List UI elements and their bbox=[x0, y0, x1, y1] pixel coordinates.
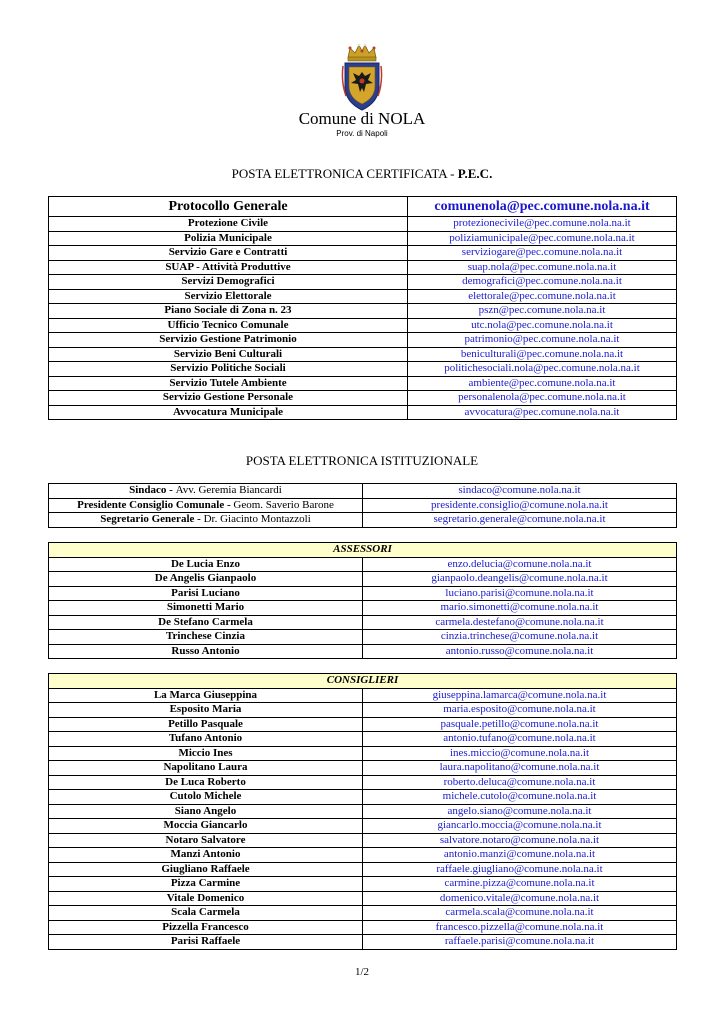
pec-row bbox=[49, 318, 677, 333]
consigliere-email-link[interactable]: michele.cutolo@comune.nola.na.it bbox=[363, 790, 677, 805]
consigliere-name: Petillo Pasquale bbox=[49, 717, 363, 732]
pec-row bbox=[49, 246, 677, 261]
assessori-header: ASSESSORI bbox=[49, 543, 677, 558]
consigliere-name: Scala Carmela bbox=[49, 906, 363, 921]
consigliere-email-link[interactable]: roberto.deluca@comune.nola.na.it bbox=[363, 775, 677, 790]
pec-row bbox=[49, 362, 677, 377]
consigliere-name: La Marca Giuseppina bbox=[49, 688, 363, 703]
official-separator: - bbox=[166, 484, 176, 496]
pec-office-label: Servizio Gestione Patrimonio bbox=[49, 333, 408, 348]
consigliere-email-link[interactable]: antonio.manzi@comune.nola.na.it bbox=[363, 848, 677, 863]
consigliere-email-link[interactable]: giuseppina.lamarca@comune.nola.na.it bbox=[363, 688, 677, 703]
assessori-table bbox=[48, 542, 677, 659]
consigliere-row bbox=[49, 920, 677, 935]
official-separator: - bbox=[224, 498, 234, 511]
consigliere-row bbox=[49, 703, 677, 718]
consigliere-row bbox=[49, 746, 677, 761]
consigliere-email-link[interactable]: maria.esposito@comune.nola.na.it bbox=[363, 703, 677, 718]
consigliere-name: Notaro Salvatore bbox=[49, 833, 363, 848]
coat-of-arms-icon bbox=[340, 42, 384, 112]
pec-table bbox=[48, 196, 677, 420]
pec-email-link[interactable]: pszn@pec.comune.nola.na.it bbox=[408, 304, 677, 319]
consigliere-name: De Luca Roberto bbox=[49, 775, 363, 790]
consigliere-row bbox=[49, 906, 677, 921]
official-email-link[interactable]: sindaco@comune.nola.na.it bbox=[363, 484, 677, 499]
official-email-link[interactable]: segretario.generale@comune.nola.na.it bbox=[363, 513, 677, 528]
consigliere-email-link[interactable]: domenico.vitale@comune.nola.na.it bbox=[363, 891, 677, 906]
pec-email-link[interactable]: elettorale@pec.comune.nola.na.it bbox=[408, 289, 677, 304]
consigliere-name: Siano Angelo bbox=[49, 804, 363, 819]
consigliere-name: Moccia Giancarlo bbox=[49, 819, 363, 834]
pec-email-link[interactable]: suap.nola@pec.comune.nola.na.it bbox=[408, 260, 677, 275]
consigliere-email-link[interactable]: pasquale.petillo@comune.nola.na.it bbox=[363, 717, 677, 732]
official-cell bbox=[49, 484, 363, 499]
assessore-name: De Angelis Gianpaolo bbox=[49, 572, 363, 587]
consigliere-name: Miccio Ines bbox=[49, 746, 363, 761]
assessore-email-link[interactable]: gianpaolo.deangelis@comune.nola.na.it bbox=[363, 572, 677, 587]
consiglieri-table bbox=[48, 673, 677, 950]
consigliere-row bbox=[49, 833, 677, 848]
assessore-row bbox=[49, 644, 677, 659]
pec-email-link[interactable]: serviziogare@pec.comune.nola.na.it bbox=[408, 246, 677, 261]
assessore-name: De Lucia Enzo bbox=[49, 557, 363, 572]
pec-email-link[interactable]: ambiente@pec.comune.nola.na.it bbox=[408, 376, 677, 391]
consigliere-row bbox=[49, 877, 677, 892]
official-row bbox=[49, 484, 677, 499]
officials-table bbox=[48, 483, 677, 528]
official-role: Sindaco bbox=[129, 484, 167, 496]
consigliere-name: Cutolo Michele bbox=[49, 790, 363, 805]
official-name: Avv. Geremia Biancardi bbox=[175, 484, 282, 496]
consigliere-row bbox=[49, 775, 677, 790]
page-number: 1/2 bbox=[354, 966, 370, 978]
pec-row bbox=[49, 304, 677, 319]
assessori-header-row bbox=[49, 543, 677, 558]
pec-email-link[interactable]: avvocatura@pec.comune.nola.na.it bbox=[408, 405, 677, 420]
pec-title-suffix: P.E.C. bbox=[457, 166, 493, 181]
consigliere-row bbox=[49, 935, 677, 950]
assessore-row bbox=[49, 601, 677, 616]
consigliere-row bbox=[49, 804, 677, 819]
pec-email-link[interactable]: protezionecivile@pec.comune.nola.na.it bbox=[408, 217, 677, 232]
official-name: Dr. Giacinto Montazzoli bbox=[203, 513, 311, 525]
pec-email-link[interactable]: demografici@pec.comune.nola.na.it bbox=[408, 275, 677, 290]
pec-office-label: Ufficio Tecnico Comunale bbox=[49, 318, 408, 333]
official-name: Geom. Saverio Barone bbox=[233, 498, 334, 511]
pec-office-label: Piano Sociale di Zona n. 23 bbox=[49, 304, 408, 319]
consigliere-email-link[interactable]: angelo.siano@comune.nola.na.it bbox=[363, 804, 677, 819]
consigliere-name: Manzi Antonio bbox=[49, 848, 363, 863]
consigliere-email-link[interactable]: carmine.pizza@comune.nola.na.it bbox=[363, 877, 677, 892]
consigliere-name: Pizza Carmine bbox=[49, 877, 363, 892]
consigliere-row bbox=[49, 717, 677, 732]
consigliere-row bbox=[49, 819, 677, 834]
consigliere-name: Vitale Domenico bbox=[49, 891, 363, 906]
consigliere-email-link[interactable]: antonio.tufano@comune.nola.na.it bbox=[363, 732, 677, 747]
consigliere-email-link[interactable]: salvatore.notaro@comune.nola.na.it bbox=[363, 833, 677, 848]
pec-email-link[interactable]: utc.nola@pec.comune.nola.na.it bbox=[408, 318, 677, 333]
pec-row bbox=[49, 275, 677, 290]
official-role: Segretario Generale bbox=[100, 513, 195, 525]
consiglieri-header-row bbox=[49, 674, 677, 689]
consigliere-row bbox=[49, 862, 677, 877]
official-role: Presidente Consiglio Comunale bbox=[77, 498, 225, 511]
assessore-email-link[interactable]: mario.simonetti@comune.nola.na.it bbox=[363, 601, 677, 616]
consigliere-name: Giugliano Raffaele bbox=[49, 862, 363, 877]
consigliere-email-link[interactable]: francesco.pizzella@comune.nola.na.it bbox=[363, 920, 677, 935]
assessore-email-link[interactable]: antonio.russo@comune.nola.na.it bbox=[363, 644, 677, 659]
pec-office-label: Servizio Beni Culturali bbox=[49, 347, 408, 362]
pec-office-label: Servizi Demografici bbox=[49, 275, 408, 290]
istituzionale-section-title: POSTA ELETTRONICA ISTITUZIONALE bbox=[245, 453, 479, 468]
assessore-name: De Stefano Carmela bbox=[49, 615, 363, 630]
pec-email-link[interactable]: politichesociali.nola@pec.comune.nola.na.it bbox=[408, 362, 677, 377]
consigliere-row bbox=[49, 688, 677, 703]
assessore-email-link[interactable]: luciano.parisi@comune.nola.na.it bbox=[363, 586, 677, 601]
pec-head-label: Protocollo Generale bbox=[49, 197, 408, 217]
pec-office-label: Servizio Politiche Sociali bbox=[49, 362, 408, 377]
pec-row bbox=[49, 333, 677, 348]
pec-office-label: Servizio Gestione Personale bbox=[49, 391, 408, 406]
official-row bbox=[49, 498, 677, 513]
assessore-row bbox=[49, 586, 677, 601]
assessore-row bbox=[49, 630, 677, 645]
pec-office-label: Servizio Elettorale bbox=[49, 289, 408, 304]
assessore-email-link[interactable]: cinzia.trinchese@comune.nola.na.it bbox=[363, 630, 677, 645]
consigliere-name: Parisi Raffaele bbox=[49, 935, 363, 950]
pec-email-link[interactable]: personalenola@pec.comune.nola.na.it bbox=[408, 391, 677, 406]
pec-row bbox=[49, 405, 677, 420]
assessore-name: Parisi Luciano bbox=[49, 586, 363, 601]
official-email-link[interactable]: presidente.consiglio@comune.nola.na.it bbox=[363, 498, 677, 513]
pec-row bbox=[49, 391, 677, 406]
pec-email-link[interactable]: beniculturali@pec.comune.nola.na.it bbox=[408, 347, 677, 362]
pec-office-label: Protezione Civile bbox=[49, 217, 408, 232]
consigliere-email-link[interactable]: raffaele.giugliano@comune.nola.na.it bbox=[363, 862, 677, 877]
municipality-title: Comune di NOLA bbox=[298, 109, 426, 128]
official-row bbox=[49, 513, 677, 528]
pec-head-row bbox=[49, 197, 677, 217]
consigliere-row bbox=[49, 732, 677, 747]
consigliere-row bbox=[49, 848, 677, 863]
consigliere-row bbox=[49, 761, 677, 776]
assessore-row bbox=[49, 572, 677, 587]
assessore-email-link[interactable]: enzo.delucia@comune.nola.na.it bbox=[363, 557, 677, 572]
consigliere-email-link[interactable]: ines.miccio@comune.nola.na.it bbox=[363, 746, 677, 761]
consigliere-name: Pizzella Francesco bbox=[49, 920, 363, 935]
consigliere-row bbox=[49, 891, 677, 906]
official-cell bbox=[49, 513, 363, 528]
assessore-name: Russo Antonio bbox=[49, 644, 363, 659]
pec-office-label: SUAP - Attività Produttive bbox=[49, 260, 408, 275]
assessore-name: Simonetti Mario bbox=[49, 601, 363, 616]
consigliere-row bbox=[49, 790, 677, 805]
pec-head-email[interactable]: comunenola@pec.comune.nola.na.it bbox=[408, 197, 677, 217]
pec-email-link[interactable]: poliziamunicipale@pec.comune.nola.na.it bbox=[408, 231, 677, 246]
consigliere-name: Napolitano Laura bbox=[49, 761, 363, 776]
consigliere-name: Tufano Antonio bbox=[49, 732, 363, 747]
consiglieri-header: CONSIGLIERI bbox=[49, 674, 677, 689]
assessore-row bbox=[49, 557, 677, 572]
pec-email-link[interactable]: patrimonio@pec.comune.nola.na.it bbox=[408, 333, 677, 348]
assessore-email-link[interactable]: carmela.destefano@comune.nola.na.it bbox=[363, 615, 677, 630]
official-cell bbox=[49, 498, 363, 513]
pec-row bbox=[49, 347, 677, 362]
pec-title-prefix: POSTA ELETTRONICA CERTIFICATA - bbox=[231, 166, 458, 181]
pec-office-label: Servizio Gare e Contratti bbox=[49, 246, 408, 261]
consigliere-email-link[interactable]: raffaele.parisi@comune.nola.na.it bbox=[363, 935, 677, 950]
pec-row bbox=[49, 231, 677, 246]
pec-row bbox=[49, 289, 677, 304]
consigliere-email-link[interactable]: laura.napolitano@comune.nola.na.it bbox=[363, 761, 677, 776]
consigliere-email-link[interactable]: carmela.scala@comune.nola.na.it bbox=[363, 906, 677, 921]
assessore-row bbox=[49, 615, 677, 630]
pec-row bbox=[49, 217, 677, 232]
pec-office-label: Servizio Tutele Ambiente bbox=[49, 376, 408, 391]
pec-row bbox=[49, 376, 677, 391]
consigliere-name: Esposito Maria bbox=[49, 703, 363, 718]
consigliere-email-link[interactable]: giancarlo.moccia@comune.nola.na.it bbox=[363, 819, 677, 834]
assessore-name: Trinchese Cinzia bbox=[49, 630, 363, 645]
pec-section-title bbox=[0, 166, 724, 182]
official-separator: - bbox=[194, 513, 204, 525]
pec-row bbox=[49, 260, 677, 275]
pec-office-label: Polizia Municipale bbox=[49, 231, 408, 246]
pec-office-label: Avvocatura Municipale bbox=[49, 405, 408, 420]
province-subtitle: Prov. di Napoli bbox=[336, 129, 388, 138]
